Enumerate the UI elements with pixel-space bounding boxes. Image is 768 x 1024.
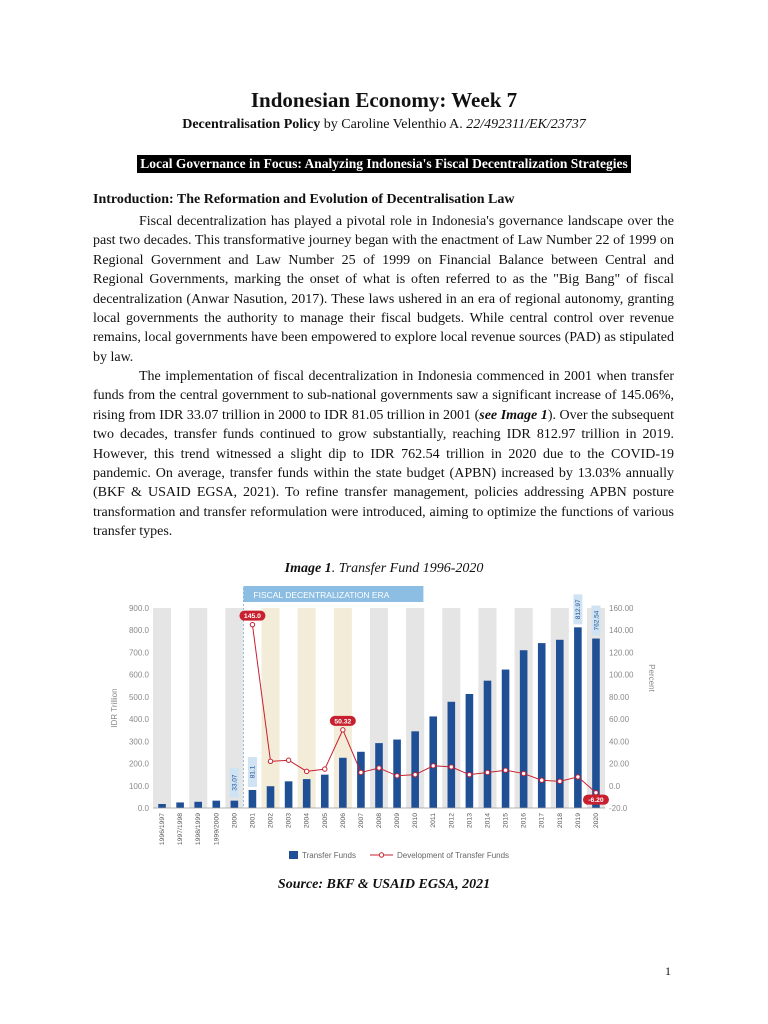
document-subtitle: [0, 117, 768, 133]
y2-tick-label: 20.00: [609, 759, 630, 769]
line-point: [395, 774, 399, 778]
figure-label: Image 1: [284, 561, 332, 576]
bar-transfer-funds: [176, 802, 184, 808]
line-point: [485, 770, 489, 774]
y-tick-label: 600.0: [128, 670, 149, 680]
x-tick-label: 2001: [249, 813, 257, 829]
bar-transfer-funds: [267, 786, 275, 808]
bar-transfer-funds: [538, 643, 546, 808]
y2-tick-label: 100.00: [609, 670, 634, 680]
y2-axis-label: Percent: [647, 664, 656, 692]
line-point: [359, 770, 363, 774]
bar-transfer-funds: [466, 694, 474, 808]
document-title: Indonesian Economy: Week 7: [250, 88, 518, 112]
bar-transfer-funds: [212, 801, 220, 808]
legend-label: Development of Transfer Funds: [397, 851, 510, 860]
line-point: [576, 775, 580, 779]
bar-value-label: 81.1: [249, 765, 257, 779]
x-tick-label: 2000: [231, 813, 239, 829]
figure-caption: [0, 561, 768, 577]
line-value-label: -6.20: [588, 797, 604, 805]
bar-transfer-funds: [231, 801, 239, 808]
line-point: [467, 772, 471, 776]
line-point: [594, 790, 598, 794]
x-tick-label: 2009: [394, 813, 402, 829]
y2-tick-label: 160.00: [609, 604, 634, 613]
era-label: FISCAL DECENTRALIZATION ERA: [253, 590, 390, 600]
line-point: [323, 767, 327, 771]
author-name: by Caroline Velenthio A.: [320, 117, 467, 132]
y-tick-label: 300.0: [128, 737, 149, 747]
y-tick-label: 0.0: [137, 804, 149, 813]
y2-tick-label: 0.0: [609, 781, 621, 791]
background-band: [153, 608, 171, 808]
bar-transfer-funds: [448, 702, 456, 808]
bar-transfer-funds: [249, 790, 257, 808]
page-number: 1: [665, 964, 671, 978]
legend-line-marker: [379, 853, 383, 857]
section-heading: Introduction: The Reformation and Evolution of Decentralisation Law: [93, 192, 515, 207]
x-tick-label: 2019: [574, 813, 582, 829]
bar-transfer-funds: [411, 731, 419, 808]
y-tick-label: 200.0: [128, 759, 149, 769]
y2-tick-label: 40.00: [609, 737, 630, 747]
x-tick-label: 2018: [556, 813, 564, 829]
bar-transfer-funds: [158, 804, 166, 808]
y-axis-label: IDR Trillion: [110, 688, 119, 728]
transfer-fund-chart: [93, 582, 673, 867]
line-point: [431, 764, 435, 768]
x-tick-label: 2002: [267, 813, 275, 829]
bar-transfer-funds: [339, 758, 347, 808]
x-tick-label: 2015: [502, 813, 510, 829]
bar-transfer-funds: [321, 775, 329, 808]
line-point: [377, 766, 381, 770]
line-point: [341, 728, 345, 732]
bar-transfer-funds: [502, 670, 510, 808]
bar-transfer-funds: [574, 627, 582, 808]
x-tick-label: 1999/2000: [213, 813, 221, 846]
image-reference: see Image 1: [479, 407, 548, 423]
bar-transfer-funds: [520, 650, 528, 808]
line-point: [413, 772, 417, 776]
y2-tick-label: -20.0: [609, 804, 628, 813]
y-tick-label: 900.0: [128, 604, 149, 613]
line-point: [268, 759, 272, 763]
bar-transfer-funds: [357, 752, 365, 808]
bar-value-label: 762.54: [593, 610, 601, 631]
x-tick-label: 2005: [321, 813, 329, 829]
bar-transfer-funds: [429, 716, 437, 808]
background-band: [261, 608, 279, 808]
y-tick-label: 400.0: [128, 715, 149, 725]
y-tick-label: 500.0: [128, 692, 149, 702]
y2-tick-label: 60.00: [609, 715, 630, 725]
figure-source: [0, 877, 768, 893]
bar-transfer-funds: [194, 802, 202, 808]
legend-label: Transfer Funds: [302, 851, 356, 860]
x-tick-label: 2012: [448, 813, 456, 829]
bar-transfer-funds: [592, 639, 600, 808]
course-topic: Decentralisation Policy: [182, 117, 321, 132]
x-tick-label: 2006: [339, 813, 347, 829]
bar-transfer-funds: [285, 781, 293, 808]
section-banner: Local Governance in Focus: Analyzing Indonesia's Fiscal Decentralization Strategies: [137, 155, 630, 173]
legend-bar-swatch: [289, 851, 298, 859]
chart-svg: [93, 582, 673, 867]
paragraph-2: [93, 367, 674, 542]
line-point: [286, 758, 290, 762]
y-tick-label: 100.0: [128, 781, 149, 791]
x-tick-label: 2007: [357, 813, 365, 829]
x-tick-label: 2013: [466, 813, 474, 829]
line-point: [521, 771, 525, 775]
x-tick-label: 2016: [520, 813, 528, 829]
line-value-label: 145.0: [243, 613, 261, 621]
source-label: Source:: [277, 877, 324, 892]
line-value-label: 50.32: [334, 718, 352, 726]
line-point: [304, 769, 308, 773]
bar-transfer-funds: [303, 779, 311, 808]
y2-tick-label: 120.00: [609, 648, 634, 658]
y2-tick-label: 80.00: [609, 692, 630, 702]
x-tick-label: 2008: [376, 813, 383, 829]
line-point: [540, 778, 544, 782]
line-point: [558, 779, 562, 783]
x-tick-label: 2011: [430, 813, 438, 828]
bar-value-label: 812.97: [575, 599, 583, 620]
bar-value-label: 33.07: [231, 774, 239, 791]
x-tick-label: 1998/1999: [195, 813, 203, 846]
x-tick-label: 2017: [538, 813, 546, 829]
paragraph-2-part-b: ). Over the subsequent two decades, transfer funds continued to grow substantially, reaching IDR 812.97 trillion in 2019. However, this trend witnessed a slight dip to IDR 762.54 trillion in 2020 due to the COVID-19 pandemic. On average, transfer funds within the state budget (APBN) increased by 13.03% annually (BKF & USAID EGSA, 2021). To refine transfer management, policies addressing APBN posture transformation and transfer reformulation were introduced, aiming to optimize the functions of various transfer types.: [93, 407, 674, 540]
background-band: [189, 608, 207, 808]
line-point: [250, 622, 254, 626]
figure-title: . Transfer Fund 1996-2020: [331, 561, 484, 576]
bar-transfer-funds: [484, 681, 492, 808]
x-tick-label: 2003: [285, 813, 293, 829]
bar-transfer-funds: [375, 743, 383, 808]
x-tick-label: 2020: [592, 813, 600, 829]
x-tick-label: 2004: [303, 813, 311, 829]
student-id: 22/492311/EK/23737: [466, 117, 586, 132]
x-tick-label: 2014: [484, 813, 492, 829]
paragraph-1: Fiscal decentralization has played a pivotal role in Indonesia's governance landscape over the past two decades. This transformative journey began with the enactment of Law Number 22 of 1999 on Regional Government and Law Number 25 of 1999 on Financial Balance between Central and Regional Governments, marking the onset of what is often referred to as the "Big Bang" of fiscal decentralization (Anwar Nasution, 2017). These laws ushered in an era of regional autonomy, granting local governments the authority to manage their fiscal budgets. While central control over revenue remains, local governments have been empowered to explore local revenue sources (PAD) as stipulated by law.: [93, 214, 674, 365]
y-tick-label: 700.0: [128, 648, 149, 658]
x-tick-label: 2010: [412, 813, 420, 829]
paragraph-2-part-a: The implementation of fiscal decentralization in Indonesia commenced in 2001 when transfer funds from the central government to sub-national governments saw a significant increase of 145.06%, rising from IDR 33.07 trillion in 2000 to IDR 81.05 trillion in 2001 (: [93, 369, 674, 423]
y2-tick-label: 140.00: [609, 626, 634, 636]
y-tick-label: 800.0: [128, 626, 149, 636]
x-tick-label: 1997/1998: [177, 813, 185, 846]
line-point: [449, 765, 453, 769]
background-band: [298, 608, 316, 808]
line-point: [503, 768, 507, 772]
source-text: BKF & USAID EGSA, 2021: [323, 877, 491, 892]
x-tick-label: 1996/1997: [159, 813, 167, 846]
